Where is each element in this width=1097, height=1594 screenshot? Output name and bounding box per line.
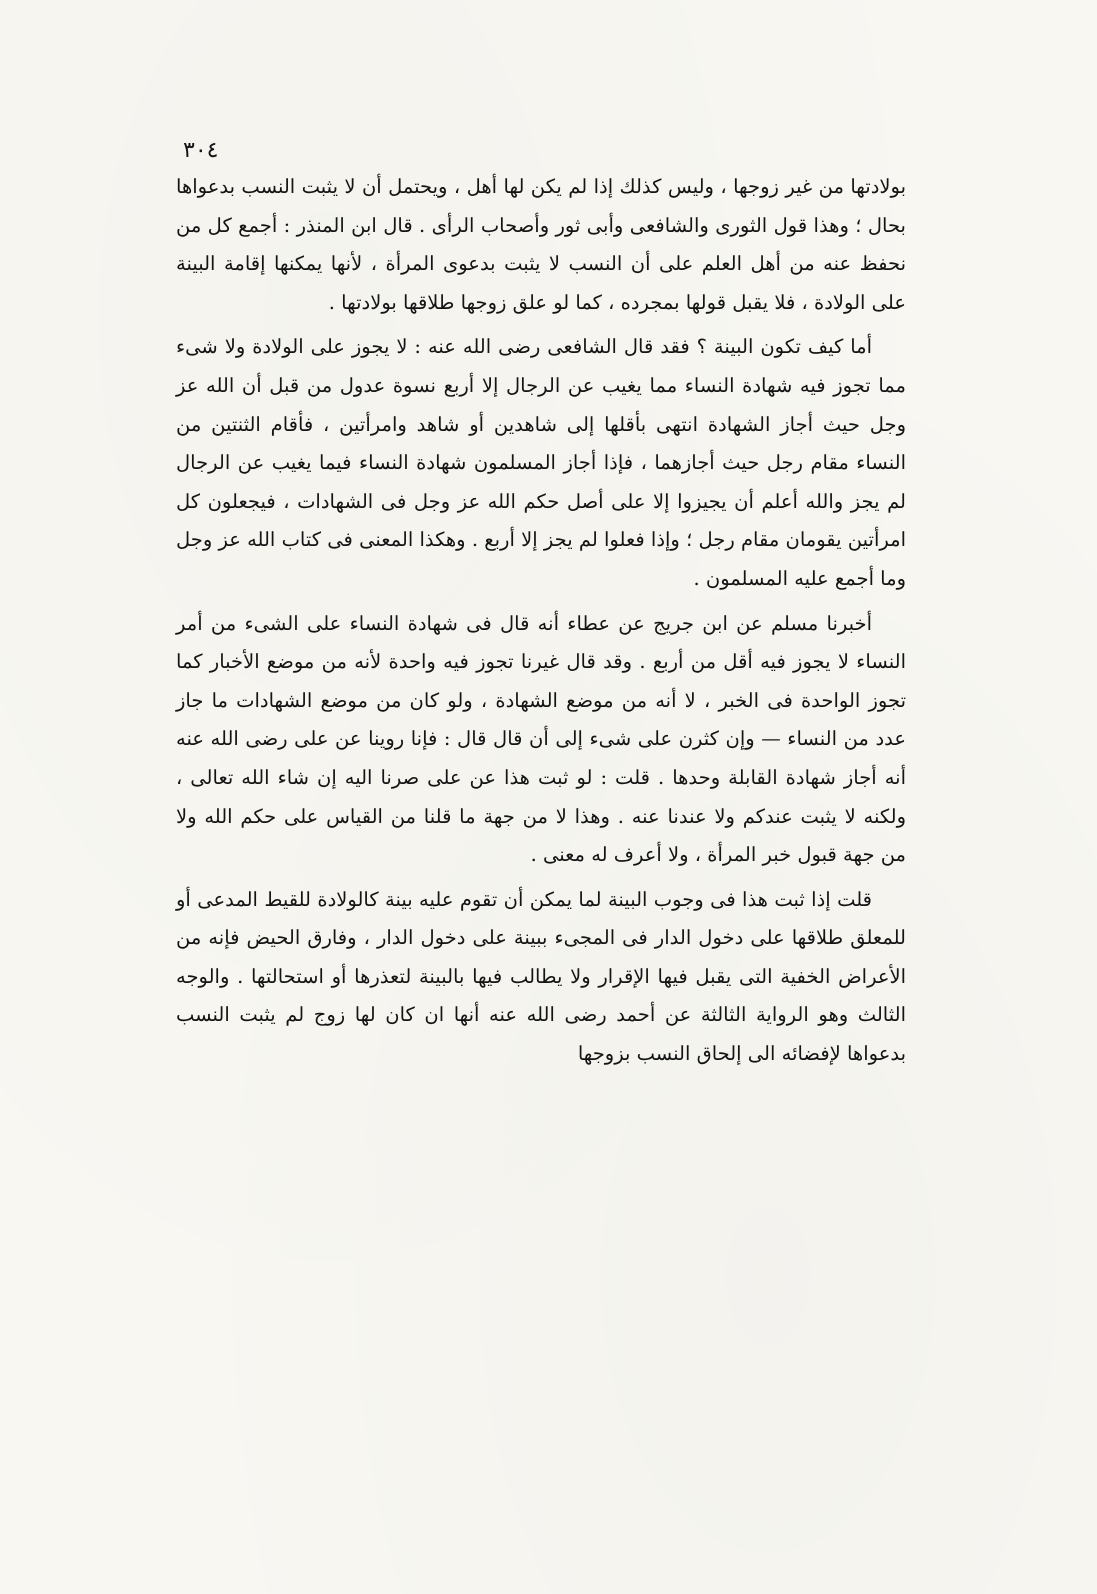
paragraph-2: أما كيف تكون البينة ؟ فقد قال الشافعى رضى الله عنه : لا يجوز على الولادة ولا شىء مما تجوز فيه شهادة النساء مما يغيب عن الرجال إلا أربع نسوة عدول من قبل أن الله عز وجل حيث أجاز الشهادة انتهى بأقلها إلى شاهدين أو شاهد وامرأتين ، فأقام الثنتين من النساء مقام رجل حيث أجازهما ، فإذا أجاز المسلمون شهادة النساء فيما يغيب عن الرجال لم يجز والله أعلم أن يجيزوا إلا على أصل حكم الله عز وجل فى الشهادات ، فيجعلون كل امرأتين يقومان مقام رجل ؛ وإذا فعلوا لم يجز إلا أربع . وهكذا المعنى فى كتاب الله عز وجل وما أجمع عليه المسلمون .	[176, 335, 906, 590]
paragraph-4: قلت إذا ثبت هذا فى وجوب البينة لما يمكن أن تقوم عليه بينة كالولادة للقيط المدعى أو للمعلق طلاقها على دخول الدار فى المجىء ببينة على دخول الدار ، وفارق الحيض فإنه من الأعراض الخفية التى يقبل فيها الإقرار ولا يطالب فيها بالبينة لتعذرها أو استحالتها . والوجه الثالث وهو الرواية الثالثة عن أحمد رضى الله عنه أنها ان كان لها زوج لم يثبت النسب بدعواها لإفضائه الى إلحاق النسب بزوجها	[176, 887, 906, 1066]
main-text	[176, 168, 906, 1074]
paragraph-1: بولادتها من غير زوجها ، وليس كذلك إذا لم يكن لها أهل ، ويحتمل أن لا يثبت النسب بدعواها بحال ؛ وهذا قول الثورى والشافعى وأبى ثور وأصحاب الرأى . قال ابن المنذر : أجمع كل من نحفظ عنه من أهل العلم على أن النسب لا يثبت بدعوى المرأة ، لأنها يمكنها إقامة البينة على الولادة ، فلا يقبل قولها بمجرده ، كما لو علق زوجها طلاقها بولادتها .	[176, 175, 906, 314]
paragraph-3: أخبرنا مسلم عن ابن جريج عن عطاء أنه قال فى شهادة النساء على الشىء من أمر النساء لا يجوز فيه أقل من أربع . وقد قال غيرنا تجوز فيه واحدة لأنه من موضع الأخبار كما تجوز الواحدة فى الخبر ، لا أنه من موضع الشهادة ، ولو كان من موضع الشهادات ما جاز عدد من النساء — وإن كثرن على شىء إلى أن قال قال : فإنا روينا عن على رضى الله عنه أنه أجاز شهادة القابلة وحدها . قلت : لو ثبت هذا عن على صرنا اليه إن شاء الله تعالى ، ولكنه لا يثبت عندكم ولا عندنا عنه . وهذا لا من جهة ما قلنا من القياس على حكم الله ولا من جهة قبول خبر المرأة ، ولا أعرف له معنى .	[176, 611, 906, 867]
page-number: ٣٠٤	[183, 138, 219, 163]
